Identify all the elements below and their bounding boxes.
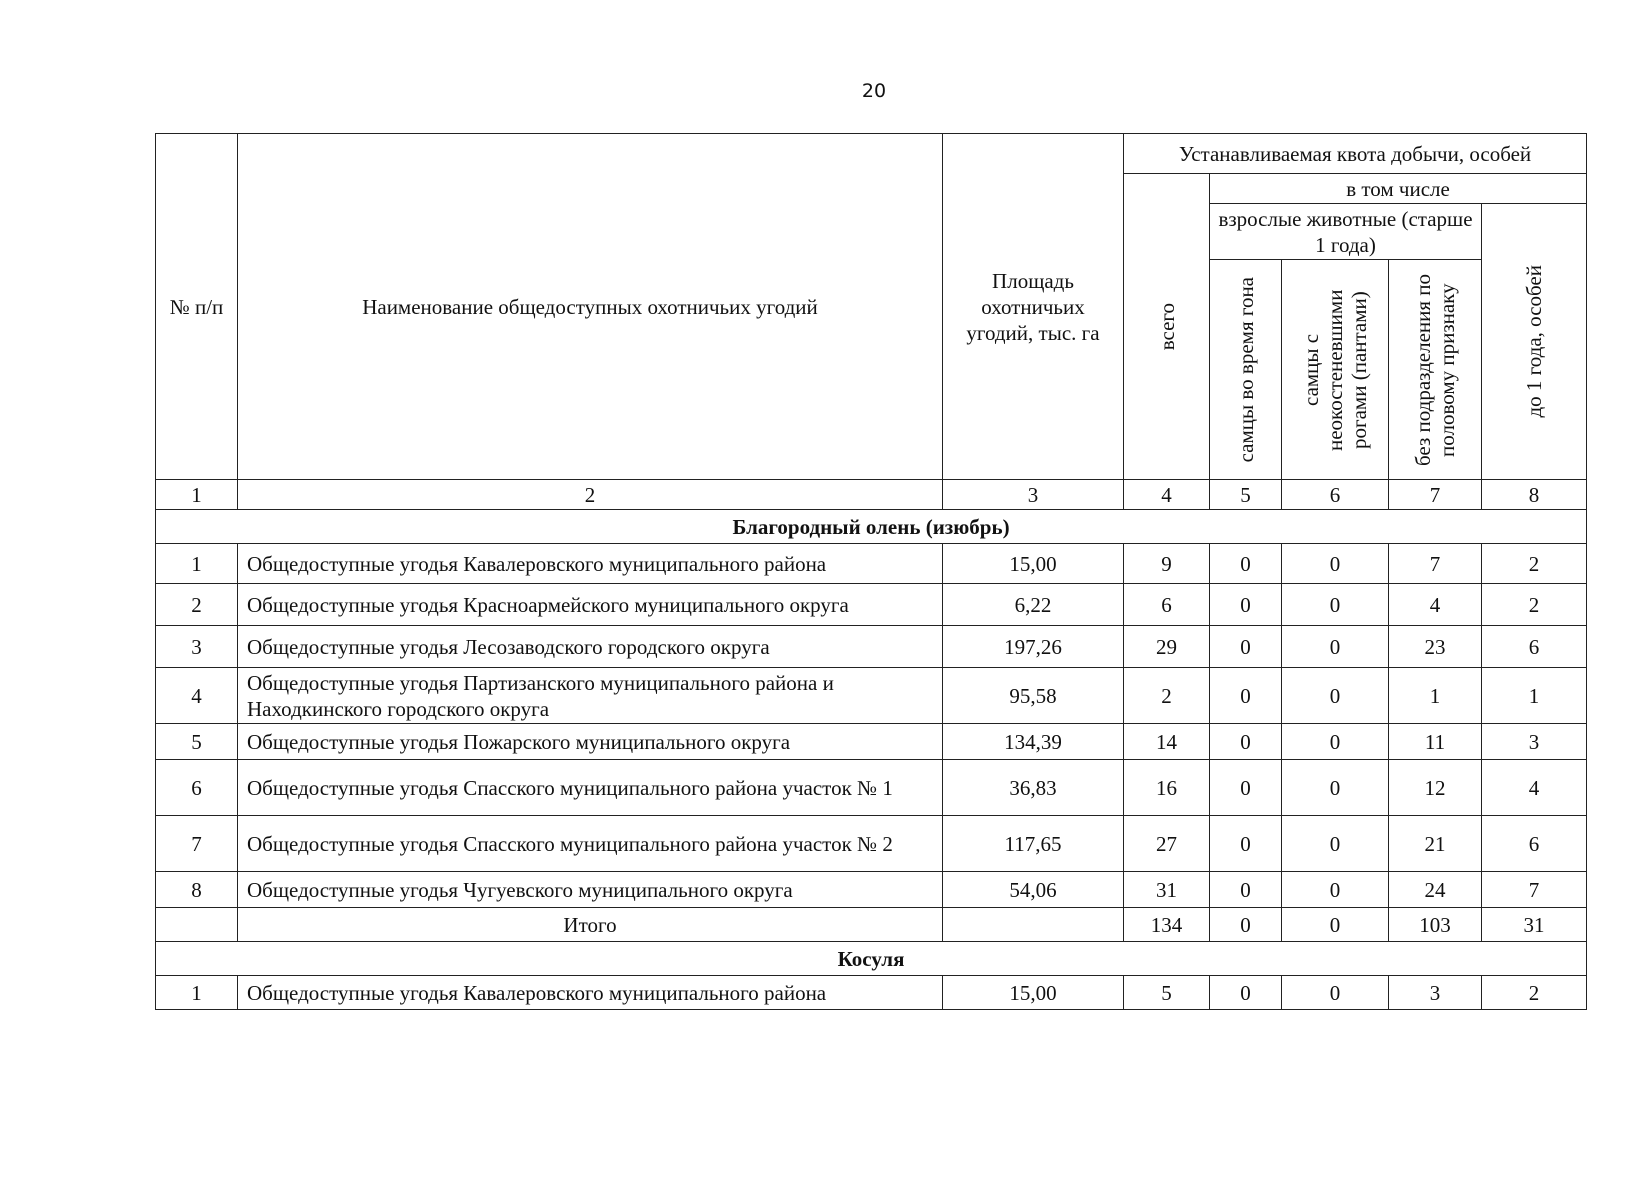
header-no-sex-cell — [1389, 260, 1482, 480]
total-row-males-rut: 0 — [1210, 908, 1282, 942]
header-males-antlers: самцы с неокостеневшими рогами (пантами) — [1299, 288, 1371, 451]
row-males-rut: 0 — [1210, 544, 1282, 584]
row-name: Общедоступные угодья Красноармейского муниципального округа — [238, 584, 943, 626]
row-total: 16 — [1124, 760, 1210, 816]
row-name: Общедоступные угодья Чугуевского муниципального округа — [238, 872, 943, 908]
row-young: 7 — [1482, 872, 1587, 908]
header-males-rut: самцы во время гона — [1233, 276, 1258, 463]
row-num: 8 — [156, 872, 238, 908]
column-number: 4 — [1124, 480, 1210, 510]
row-area: 6,22 — [943, 584, 1124, 626]
row-num: 7 — [156, 816, 238, 872]
header-young-cell — [1482, 204, 1587, 480]
header-adults: взрослые животные (старше 1 года) — [1210, 204, 1482, 260]
header-no-sex: без подразделения по половому признаку — [1411, 273, 1459, 466]
total-row-no-sex: 103 — [1389, 908, 1482, 942]
row-males-antlers: 0 — [1282, 760, 1389, 816]
row-no-sex: 7 — [1389, 544, 1482, 584]
row-area: 95,58 — [943, 668, 1124, 724]
total-row-males-antlers: 0 — [1282, 908, 1389, 942]
row-num: 3 — [156, 626, 238, 668]
row-males-rut: 0 — [1210, 816, 1282, 872]
row-area: 134,39 — [943, 724, 1124, 760]
table-row — [156, 816, 1587, 872]
table-row — [156, 724, 1587, 760]
column-number: 7 — [1389, 480, 1482, 510]
column-number: 5 — [1210, 480, 1282, 510]
total-row-total: 134 — [1124, 908, 1210, 942]
row-no-sex: 24 — [1389, 872, 1482, 908]
row-no-sex: 12 — [1389, 760, 1482, 816]
row-males-antlers: 0 — [1282, 544, 1389, 584]
column-number: 1 — [156, 480, 238, 510]
table-row — [156, 544, 1587, 584]
row-area: 15,00 — [943, 976, 1124, 1010]
hunting-quota-table — [155, 133, 1587, 1010]
row-name: Общедоступные угодья Лесозаводского городского округа — [238, 626, 943, 668]
total-row — [156, 908, 1587, 942]
row-no-sex: 4 — [1389, 584, 1482, 626]
row-num: 4 — [156, 668, 238, 724]
row-no-sex: 11 — [1389, 724, 1482, 760]
table-row — [156, 872, 1587, 908]
row-males-rut: 0 — [1210, 976, 1282, 1010]
row-no-sex: 1 — [1389, 668, 1482, 724]
total-row-area — [943, 908, 1124, 942]
section-title-red-deer: Благородный олень (изюбрь) — [156, 510, 1587, 544]
row-males-antlers: 0 — [1282, 668, 1389, 724]
column-number: 8 — [1482, 480, 1587, 510]
row-area: 54,06 — [943, 872, 1124, 908]
row-total: 6 — [1124, 584, 1210, 626]
row-young: 6 — [1482, 816, 1587, 872]
row-no-sex: 3 — [1389, 976, 1482, 1010]
row-males-antlers: 0 — [1282, 816, 1389, 872]
row-males-rut: 0 — [1210, 584, 1282, 626]
header-including: в том числе — [1210, 174, 1587, 204]
row-young: 4 — [1482, 760, 1587, 816]
row-males-antlers: 0 — [1282, 626, 1389, 668]
row-males-rut: 0 — [1210, 668, 1282, 724]
row-total: 27 — [1124, 816, 1210, 872]
row-name: Общедоступные угодья Кавалеровского муниципального района — [238, 544, 943, 584]
table-row — [156, 668, 1587, 724]
row-no-sex: 21 — [1389, 816, 1482, 872]
header-area: Площадь охотничьих угодий, тыс. га — [943, 134, 1124, 480]
row-young: 1 — [1482, 668, 1587, 724]
row-young: 3 — [1482, 724, 1587, 760]
row-males-antlers: 0 — [1282, 976, 1389, 1010]
header-total-cell — [1124, 174, 1210, 480]
row-total: 14 — [1124, 724, 1210, 760]
row-males-rut: 0 — [1210, 626, 1282, 668]
row-name: Общедоступные угодья Партизанского муниципального района и Находкинского городского округа — [238, 668, 943, 724]
header-young: до 1 года, особей — [1522, 265, 1547, 418]
row-total: 2 — [1124, 668, 1210, 724]
row-area: 15,00 — [943, 544, 1124, 584]
table-row — [156, 584, 1587, 626]
row-males-rut: 0 — [1210, 872, 1282, 908]
row-num: 1 — [156, 976, 238, 1010]
total-row-label: Итого — [238, 908, 943, 942]
row-no-sex: 23 — [1389, 626, 1482, 668]
row-total: 29 — [1124, 626, 1210, 668]
column-numbers-row — [156, 480, 1587, 510]
row-total: 9 — [1124, 544, 1210, 584]
row-males-rut: 0 — [1210, 760, 1282, 816]
page-number: 20 — [861, 80, 887, 102]
row-total: 31 — [1124, 872, 1210, 908]
row-name: Общедоступные угодья Спасского муниципального района участок № 2 — [238, 816, 943, 872]
row-total: 5 — [1124, 976, 1210, 1010]
header-males-rut-cell — [1210, 260, 1282, 480]
table-row — [156, 626, 1587, 668]
row-young: 2 — [1482, 976, 1587, 1010]
row-young: 2 — [1482, 544, 1587, 584]
row-area: 197,26 — [943, 626, 1124, 668]
total-row-num — [156, 908, 238, 942]
row-name: Общедоступные угодья Пожарского муниципального округа — [238, 724, 943, 760]
row-males-rut: 0 — [1210, 724, 1282, 760]
row-males-antlers: 0 — [1282, 584, 1389, 626]
column-number: 6 — [1282, 480, 1389, 510]
row-num: 6 — [156, 760, 238, 816]
row-name: Общедоступные угодья Кавалеровского муниципального района — [238, 976, 943, 1010]
row-young: 2 — [1482, 584, 1587, 626]
column-number: 3 — [943, 480, 1124, 510]
row-males-antlers: 0 — [1282, 872, 1389, 908]
table-row — [156, 760, 1587, 816]
header-males-antlers-cell — [1282, 260, 1389, 480]
row-males-antlers: 0 — [1282, 724, 1389, 760]
row-name: Общедоступные угодья Спасского муниципального района участок № 1 — [238, 760, 943, 816]
header-total: всего — [1154, 302, 1179, 351]
row-num: 5 — [156, 724, 238, 760]
header-num: № п/п — [156, 134, 238, 480]
row-num: 1 — [156, 544, 238, 584]
row-area: 36,83 — [943, 760, 1124, 816]
table-row — [156, 976, 1587, 1010]
row-num: 2 — [156, 584, 238, 626]
row-young: 6 — [1482, 626, 1587, 668]
header-quota: Устанавливаемая квота добычи, особей — [1124, 134, 1587, 174]
header-name: Наименование общедоступных охотничьих угодий — [238, 134, 943, 480]
column-number: 2 — [238, 480, 943, 510]
row-area: 117,65 — [943, 816, 1124, 872]
section-title-roe-deer: Косуля — [156, 942, 1587, 976]
total-row-young: 31 — [1482, 908, 1587, 942]
